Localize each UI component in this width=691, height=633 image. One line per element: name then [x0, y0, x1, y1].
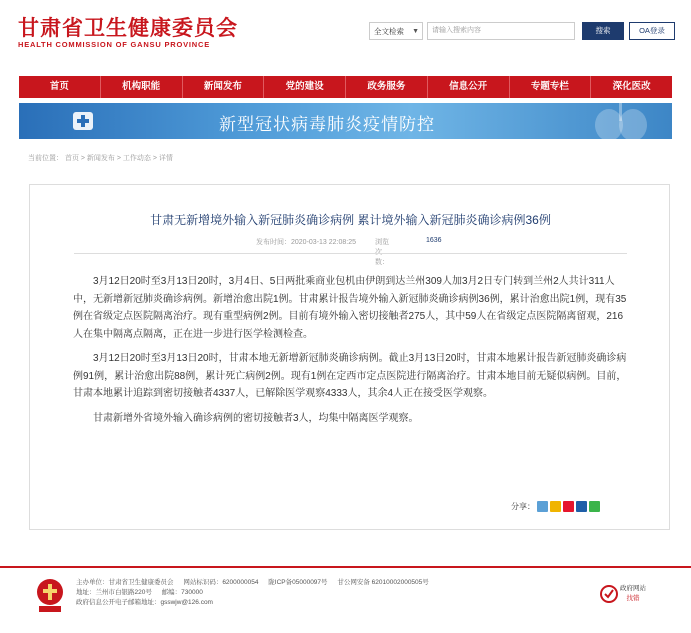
article-meta	[256, 237, 442, 266]
badge-line-1: 政府网站	[620, 585, 646, 592]
footer-site-code: 网站标识码：6200000054	[183, 579, 259, 586]
search-scope-label: 全文检索	[374, 27, 404, 36]
views-label: 浏览次数：	[375, 239, 389, 266]
find-error-icon	[600, 582, 618, 606]
share-label: 分享：	[511, 502, 535, 511]
views-count: 1636	[426, 237, 442, 244]
nav-item-reform[interactable]: 深化医改	[612, 81, 651, 92]
site-title-en: HEALTH COMMISSION OF GANSU PROVINCE	[18, 40, 211, 49]
footer-icp[interactable]: 陇ICP备05000097号	[268, 579, 328, 586]
share-bar	[511, 501, 600, 512]
article-paragraph: 甘肃新增外省境外输入确诊病例的密切接触者3人，均集中隔离医学观察。	[93, 412, 419, 424]
dangzheng-emblem-icon[interactable]	[36, 578, 64, 612]
nav-item-disclosure[interactable]: 信息公开	[428, 76, 510, 98]
article-panel	[29, 184, 670, 530]
wechat-icon[interactable]	[589, 501, 600, 512]
breadcrumb[interactable]: 当前位置： 首页 > 新闻发布 > 工作动态 > 详情	[28, 155, 173, 162]
badge-line-2: 找错	[626, 595, 640, 602]
footer-info	[76, 578, 437, 608]
qzone-icon[interactable]	[550, 501, 561, 512]
nav-item-news[interactable]: 新闻发布	[183, 76, 265, 98]
article-paragraph: 3月12日20时至3月13日20时，3月4日、5日两批乘商业包机由伊朗到达兰州309人加3月2日专门转到兰州2人共计311人中，无新增新冠肺炎确诊病例。新增治愈出院1例。甘肃累计报告境外输入新冠肺炎确诊病例36例，累计治愈出院1例，现有35例在省级定点医院隔离治疗。现有重型病例2例。目前有境外输入密切接触者275人，其中59人在省级定点医院隔离留观，216人在集中隔离点隔离，正在进一步进行医学检测检查。	[73, 276, 627, 340]
footer-postcode: 邮编：730000	[161, 589, 203, 596]
footer-address: 地址：兰州市白银路220号	[76, 589, 152, 596]
chevron-down-icon: ▼	[412, 28, 419, 35]
health-emblem-icon	[71, 110, 95, 132]
main-nav	[19, 76, 672, 98]
nav-item-home[interactable]: 首页	[19, 76, 101, 98]
footer-police[interactable]: 甘公网安备 62010002000505号	[337, 579, 429, 586]
article-paragraph: 3月12日20时至3月13日20时，甘肃本地无新增新冠肺炎确诊病例。截止3月13日20时，甘肃本地累计报告新冠肺炎确诊病例91例，累计治愈出院88例，累计死亡病例2例。现有1例在定西市定点医院进行隔离治疗。甘肃本地目前无疑似病例。目前，甘肃本地累计追踪到密切接触者4337人，已解除医学观察4333人，其余4人正在接受医学观察。	[73, 353, 627, 399]
lungs-icon	[579, 103, 659, 139]
search-scope-select[interactable]	[369, 22, 423, 40]
banner-text: 新型冠状病毒肺炎疫情防控	[219, 115, 435, 134]
publish-time: 发布时间：2020-03-13 22:08:25	[256, 239, 356, 246]
search-button[interactable]: 搜索	[582, 22, 624, 40]
search-input[interactable]: 请输入搜索内容	[427, 22, 575, 40]
nav-item-services[interactable]: 政务服务	[346, 76, 428, 98]
footer-sponsor: 主办单位：甘肃省卫生健康委员会	[76, 579, 174, 586]
share-plus-icon[interactable]	[537, 501, 548, 512]
site-title[interactable]: 甘肃省卫生健康委员会	[18, 16, 238, 40]
nav-item-topics[interactable]: 专题专栏	[510, 76, 592, 98]
oa-login-button[interactable]: OA登录	[629, 22, 675, 40]
renren-icon[interactable]	[576, 501, 587, 512]
footer-email: 政府信息公开电子邮箱地址：gsswjw@126.com	[76, 599, 213, 606]
nav-item-party[interactable]: 党的建设	[264, 76, 346, 98]
covid-banner[interactable]	[19, 103, 672, 139]
site-header	[0, 0, 691, 70]
article-title: 甘肃无新增境外输入新冠肺炎确诊病例 累计境外输入新冠肺炎确诊病例36例	[150, 213, 551, 227]
divider	[74, 253, 627, 254]
nav-item-org[interactable]: 机构职能	[101, 76, 183, 98]
article-body	[73, 273, 630, 434]
site-footer	[0, 568, 691, 633]
weibo-icon[interactable]	[563, 501, 574, 512]
find-error-badge[interactable]	[600, 580, 660, 608]
